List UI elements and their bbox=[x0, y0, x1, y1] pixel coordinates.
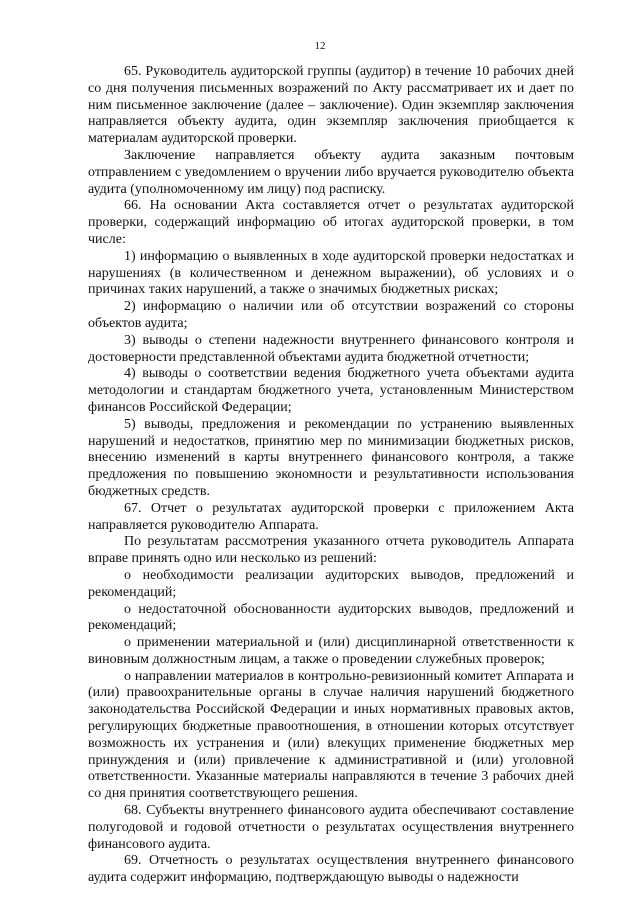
decision-item-referral: о направлении материалов в контрольно-ревизионный комитет Аппарата и (или) правоохранительные органы в случае наличия нарушений бюджетного законодательства Российской Федерации и иных нормативных правовых актов, регулирующих бюджетные правоотношения, в отношении которых отсутствует возможность их устранения и (или) влекущих применение бюджетных мер принуждения и (или) привлечение к административной и (или) уголовной ответственности. Указанные материалы направляются в течение 3 рабочих дней со дня принятия соответствующего решения. bbox=[88, 668, 574, 802]
paragraph-decisions-intro: По результатам рассмотрения указанного отчета руководитель Аппарата вправе принять одно или несколько из решений: bbox=[88, 534, 574, 567]
paragraph-67: 67. Отчет о результатах аудиторской проверки с приложением Акта направляется руководителю Аппарата. bbox=[88, 500, 574, 533]
paragraph-69: 69. Отчетность о результатах осуществления внутреннего финансового аудита содержит информацию, подтверждающую выводы о надежности bbox=[88, 853, 574, 886]
paragraph-68: 68. Субъекты внутреннего финансового аудита обеспечивают составление полугодовой и годовой отчетности о результатах осуществления внутреннего финансового аудита. bbox=[88, 803, 574, 852]
list-item-66-5: 5) выводы, предложения и рекомендации по устранению выявленных нарушений и недостатков, принятию мер по минимизации бюджетных рисков, внесению изменений в карты внутреннего финансового контроля, а также предложения по повышению экономности и результативности использования бюджетных средств. bbox=[88, 416, 574, 499]
list-item-66-3: 3) выводы о степени надежности внутреннего финансового контроля и достоверности представленной объектами аудита бюджетной отчетности; bbox=[88, 332, 574, 365]
list-item-66-1: 1) информацию о выявленных в ходе аудиторской проверки недостатках и нарушениях (в количественном и денежном выражении), об условиях и о причинах таких нарушений, а также о значимых бюджетных рисках; bbox=[88, 248, 574, 298]
decision-item-liability: о применении материальной и (или) дисциплинарной ответственности к виновным должностным лицам, а также о проведении служебных проверок; bbox=[88, 635, 574, 667]
page-number: 12 bbox=[314, 40, 326, 52]
document-body bbox=[88, 64, 574, 887]
paragraph-65: 65. Руководитель аудиторской группы (аудитор) в течение 10 рабочих дней со дня получения письменных возражений по Акту рассматривает их и дает по ним письменное заключение (далее – заключение). Один экземпляр заключения направляется объекту аудита, один экземпляр заключения приобщается к материалам аудиторской проверки. bbox=[88, 64, 574, 147]
decision-item-insufficient-grounds: о недостаточной обоснованности аудиторских выводов, предложений и рекомендаций; bbox=[88, 601, 574, 634]
paragraph-conclusion-delivery: Заключение направляется объекту аудита заказным почтовым отправлением с уведомлением о вручении либо вручается руководителю объекта аудита (уполномоченному им лицу) под расписку. bbox=[88, 147, 574, 197]
paragraph-66: 66. На основании Акта составляется отчет о результатах аудиторской проверки, содержащий информацию об итогах аудиторской проверки, в том числе: bbox=[88, 198, 574, 247]
list-item-66-4: 4) выводы о соответствии ведения бюджетного учета объектами аудита методологии и стандартам бюджетного учета, установленным Министерством финансов Российской Федерации; bbox=[88, 366, 574, 415]
list-item-66-2: 2) информацию о наличии или об отсутствии возражений со стороны объектов аудита; bbox=[88, 299, 574, 331]
decision-item-implementation: о необходимости реализации аудиторских выводов, предложений и рекомендаций; bbox=[88, 567, 574, 600]
